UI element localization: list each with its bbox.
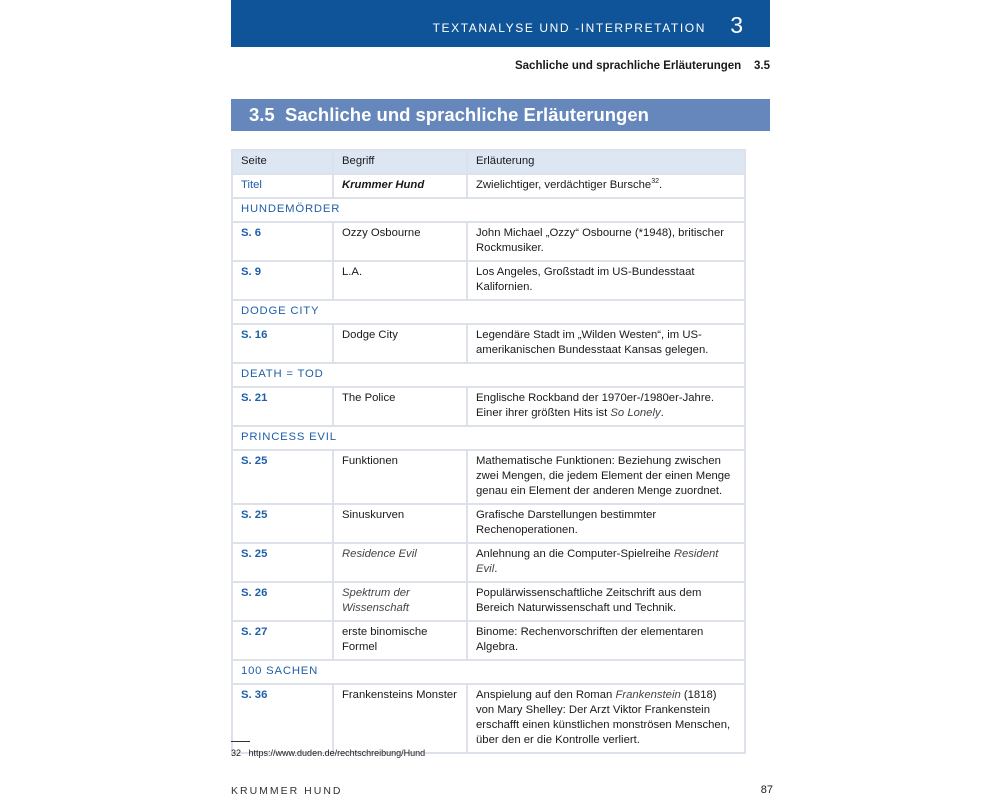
explanation-title: Frankenstein	[615, 689, 681, 701]
section-number: 3.5	[249, 104, 275, 125]
table-row	[232, 261, 745, 300]
term: erste binomische Formel	[333, 621, 467, 660]
page-number: 87	[760, 784, 773, 796]
term: L.A.	[333, 261, 467, 300]
group-label: 100 SACHEN	[232, 660, 745, 684]
term: Dodge City	[333, 324, 467, 363]
column-header-explanation: Erläuterung	[467, 150, 745, 174]
column-header-term: Begriff	[333, 150, 467, 174]
explanation	[467, 387, 745, 426]
term: Residence Evil	[333, 543, 467, 582]
glossary-table	[231, 149, 746, 754]
group-row	[232, 660, 745, 684]
group-row	[232, 363, 745, 387]
explanation-end: (1818) von Mary Shelley: Der Arzt Viktor Frankenstein erschafft einen künstlichen monströsen Menschen, über den er die Kontrolle verliert.	[476, 689, 731, 746]
chapter-title: TEXTANALYSE UND -INTERPRETATION	[432, 21, 706, 35]
section-title	[249, 104, 649, 126]
table-row	[232, 222, 745, 261]
page-ref: S. 25	[232, 504, 333, 543]
page-ref: S. 16	[232, 324, 333, 363]
group-label: DEATH = TOD	[232, 363, 745, 387]
group-label: HUNDEMÖRDER	[232, 198, 745, 222]
table-row	[232, 582, 745, 621]
section-title-text: Sachliche und sprachliche Erläuterungen	[285, 104, 649, 125]
page-ref: S. 36	[232, 684, 333, 753]
term: Spektrum der Wissenschaft	[333, 582, 467, 621]
running-number: 3.5	[754, 60, 770, 72]
table-row	[232, 621, 745, 660]
table-row	[232, 543, 745, 582]
page-ref: Titel	[232, 174, 333, 198]
table-row	[232, 504, 745, 543]
explanation-end: .	[660, 407, 664, 419]
group-label: PRINCESS EVIL	[232, 426, 745, 450]
footnote-number: 32	[231, 748, 242, 758]
explanation: Grafische Darstellungen bestimmter Rechenoperationen.	[467, 504, 745, 543]
explanation-end: .	[494, 563, 498, 575]
footer-book-title: KRUMMER HUND	[231, 785, 343, 797]
explanation-text: Englische Rockband der 1970er-/1980er-Jahre. Einer ihrer größten Hits ist	[476, 392, 715, 419]
page-ref: S. 25	[232, 450, 333, 504]
term: Sinuskurven	[333, 504, 467, 543]
explanation-text: Anlehnung an die Computer-Spielreihe	[476, 548, 674, 560]
explanation-title: Resident Evil	[476, 548, 719, 575]
table-header-row	[232, 150, 745, 174]
term: Frankensteins Monster	[333, 684, 467, 753]
table-row	[232, 450, 745, 504]
page-ref: S. 21	[232, 387, 333, 426]
section-header-bar	[231, 99, 770, 131]
explanation: Binome: Rechenvorschriften der elementaren Algebra.	[467, 621, 745, 660]
table-row	[232, 174, 745, 198]
explanation-text: Zwielichtiger, verdächtiger Bursche	[476, 179, 652, 191]
explanation: Los Angeles, Großstadt im US-Bundesstaat Kalifornien.	[467, 261, 745, 300]
explanation-text: Anspielung auf den Roman	[476, 689, 616, 701]
explanation	[467, 543, 745, 582]
footnote-marker: 32	[651, 178, 659, 186]
page-ref: S. 27	[232, 621, 333, 660]
explanation: Legendäre Stadt im „Wilden Westen“, im US-amerikanischen Bundesstaat Kansas gelegen.	[467, 324, 745, 363]
term: The Police	[333, 387, 467, 426]
page-ref: S. 9	[232, 261, 333, 300]
group-row	[232, 426, 745, 450]
running-head	[515, 60, 770, 72]
explanation-end: .	[658, 179, 663, 191]
table-row	[232, 684, 745, 753]
running-title: Sachliche und sprachliche Erläuterungen	[514, 60, 742, 72]
table-row	[232, 324, 745, 363]
group-label: DODGE CITY	[232, 300, 745, 324]
explanation: Mathematische Funktionen: Beziehung zwischen zwei Mengen, die jedem Element der einen Menge genau ein Element der anderen Menge zuordnet.	[467, 450, 745, 504]
explanation: Populärwissenschaftliche Zeitschrift aus dem Bereich Naturwissenschaft und Technik.	[467, 582, 745, 621]
table-row	[232, 387, 745, 426]
footnote	[231, 748, 425, 758]
group-row	[232, 198, 745, 222]
footnote-url[interactable]: https://www.duden.de/rechtschreibung/Hund	[248, 748, 426, 758]
page-ref: S. 26	[232, 582, 333, 621]
chapter-number: 3	[730, 12, 743, 38]
term: Ozzy Osbourne	[333, 222, 467, 261]
group-row	[232, 300, 745, 324]
page-ref: S. 25	[232, 543, 333, 582]
term: Krummer Hund	[333, 174, 467, 198]
footnote-divider	[231, 741, 250, 742]
explanation: John Michael „Ozzy“ Osbourne (*1948), britischer Rockmusiker.	[467, 222, 745, 261]
term: Funktionen	[333, 450, 467, 504]
explanation-title: So Lonely	[610, 407, 661, 419]
page-ref: S. 6	[232, 222, 333, 261]
explanation	[467, 684, 745, 753]
column-header-page: Seite	[232, 150, 333, 174]
explanation	[467, 174, 745, 198]
chapter-header-bar	[231, 0, 770, 47]
